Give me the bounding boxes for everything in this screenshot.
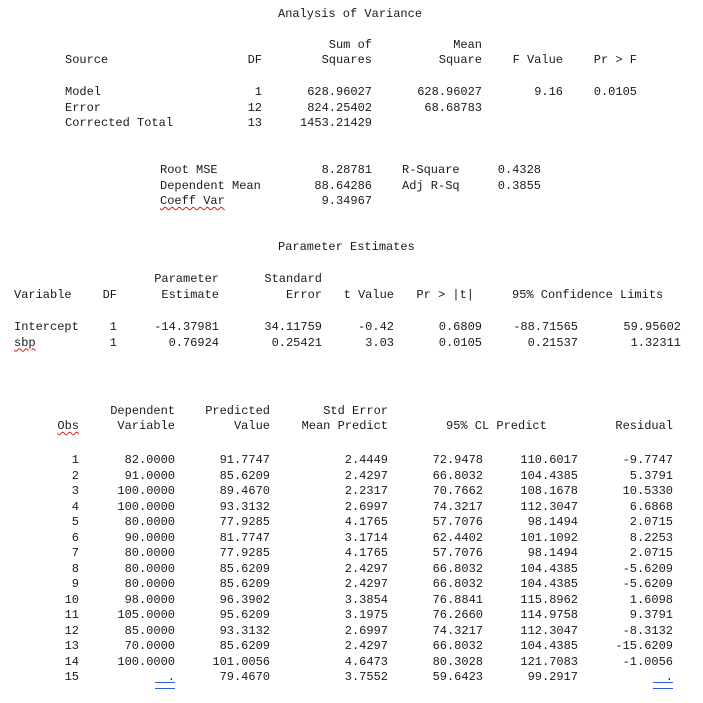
output-resid: -9.7747: [622, 453, 673, 467]
output-ucl: 114.9758: [520, 608, 578, 622]
output-lcl: 59.6423: [432, 670, 483, 684]
anova-title: Analysis of Variance: [278, 7, 423, 21]
anova-header-ms: Square: [438, 53, 482, 67]
output-header-cl: 95% CL Predict: [446, 419, 547, 433]
output-obs: 14: [64, 654, 79, 669]
fit-label: Dependent Mean: [160, 178, 261, 193]
output-ucl: 121.7083: [520, 654, 578, 669]
output-dep: 100.0000: [117, 654, 175, 669]
output-se: 4.1765: [344, 515, 388, 529]
output-dep: 100.0000: [117, 484, 175, 498]
output-obs: 10: [64, 592, 79, 607]
output-lcl: 66.8032: [432, 639, 483, 653]
output-resid: 2.0715: [629, 546, 673, 560]
anova-ms: 628.96027: [417, 85, 482, 99]
output-obs: 1: [71, 453, 79, 467]
params-header-p: Pr > |t|: [416, 288, 474, 302]
output-dep: 98.0000: [124, 592, 175, 607]
fit-label2: R-Square: [402, 163, 460, 177]
fit-value2: 0.4328: [497, 163, 541, 177]
output-se: 3.7552: [344, 670, 388, 684]
output-lcl: 74.3217: [432, 499, 483, 514]
params-est: -14.37981: [154, 320, 219, 334]
output-pred: 85.6209: [219, 468, 270, 483]
params-ucl: 59.95602: [623, 320, 681, 334]
params-df: 1: [109, 335, 117, 350]
output-se: 2.6997: [344, 623, 388, 638]
output-pred: 79.4670: [219, 670, 270, 684]
output-resid: 9.3791: [629, 608, 673, 622]
output-pred: 85.6209: [219, 639, 270, 653]
output-ucl: 115.8962: [520, 592, 578, 607]
output-header-pred: Value: [233, 419, 270, 433]
anova-source: Corrected Total: [65, 116, 174, 130]
output-se: 2.4297: [344, 639, 388, 653]
anova-header-source: Source: [65, 53, 109, 67]
anova-df: 13: [247, 116, 262, 130]
params-t: -0.42: [357, 320, 394, 334]
output-obs: 8: [71, 561, 79, 576]
fit-value: 8.28781: [321, 163, 372, 177]
output-lcl: 80.3028: [432, 654, 483, 669]
params-header-t: t Value: [343, 288, 394, 302]
params-t: 3.03: [365, 335, 394, 350]
fit-value: 9.34967: [321, 194, 372, 208]
output-resid: 10.5330: [622, 484, 673, 498]
anova-header-p: Pr > F: [593, 53, 637, 67]
params-variable-label: sbp: [14, 335, 36, 350]
params-ucl: 1.32311: [630, 335, 681, 350]
params-header-cl: 95% Confidence Limits: [512, 288, 664, 302]
anova-header-f: F Value: [512, 53, 563, 67]
output-dep: 80.0000: [124, 577, 175, 591]
output-dep: 70.0000: [124, 639, 175, 653]
output-lcl: 66.8032: [432, 577, 483, 591]
output-resid: 6.6868: [629, 499, 673, 514]
output-se: 4.1765: [344, 546, 388, 560]
output-header-se: Mean Predict: [301, 419, 388, 433]
output-resid: -15.6209: [615, 639, 673, 653]
output-obs: 7: [71, 546, 79, 560]
output-ucl: 104.4385: [520, 639, 578, 653]
output-obs: 9: [71, 577, 79, 591]
params-se: 34.11759: [264, 320, 322, 334]
output-pred: 77.9285: [219, 515, 270, 529]
output-resid: -5.6209: [622, 577, 673, 591]
output-resid: -8.3132: [622, 623, 673, 638]
output-header-pred-top: Predicted: [205, 404, 270, 418]
output-dep: 80.0000: [124, 515, 175, 529]
output-se: 3.3854: [344, 592, 388, 607]
output-dep: 100.0000: [117, 499, 175, 514]
output-header-obs: [57, 419, 79, 434]
fit-label2: Adj R-Sq: [402, 178, 460, 193]
fit-value: 88.64286: [314, 178, 372, 193]
fit-label-label: Coeff Var: [160, 194, 225, 208]
params-p: 0.6809: [438, 320, 482, 334]
anova-p: 0.0105: [593, 85, 637, 99]
params-lcl: 0.21537: [527, 335, 578, 350]
output-se: 2.4449: [344, 453, 388, 467]
params-title: Parameter Estimates: [278, 240, 415, 254]
output-resid: .: [666, 670, 673, 685]
output-ucl: 112.3047: [520, 499, 578, 514]
params-est: 0.76924: [168, 335, 219, 350]
output-lcl: 70.7662: [432, 484, 483, 498]
anova-source: Error: [65, 100, 102, 115]
output-dep: 105.0000: [117, 608, 175, 622]
output-se: 2.4297: [344, 468, 388, 483]
output-ucl: 98.1494: [527, 515, 578, 529]
output-se: 4.6473: [344, 654, 388, 669]
output-pred: 91.7747: [219, 453, 270, 467]
anova-ss: 1453.21429: [299, 116, 372, 130]
fit-value2: 0.3855: [497, 178, 541, 193]
output-obs: 15: [64, 670, 79, 684]
output-se: 3.1714: [344, 530, 388, 545]
output-se: 2.2317: [344, 484, 388, 498]
output-lcl: 66.8032: [432, 468, 483, 483]
output-pred: 81.7747: [219, 530, 270, 545]
output-resid: -5.6209: [622, 561, 673, 576]
output-dep: .: [168, 670, 175, 685]
output-dep: 80.0000: [124, 561, 175, 576]
output-ucl: 110.6017: [520, 453, 578, 467]
params-header-variable: Variable: [14, 288, 72, 302]
output-obs: 3: [71, 484, 79, 498]
fit-label: Root MSE: [160, 163, 218, 177]
anova-df: 1: [254, 85, 262, 99]
output-header-se-top: Std Error: [323, 404, 388, 418]
output-se: 2.4297: [344, 577, 388, 591]
params-p: 0.0105: [438, 335, 482, 350]
params-variable: Intercept: [14, 320, 79, 334]
output-obs: 2: [71, 468, 79, 483]
output-header-obs-label: Obs: [57, 419, 79, 433]
fit-label: [160, 194, 225, 209]
anova-ss: 628.96027: [307, 85, 372, 99]
output-ucl: 112.3047: [520, 623, 578, 638]
output-obs: 11: [64, 608, 79, 622]
params-se: 0.25421: [271, 335, 322, 350]
output-lcl: 57.7076: [432, 546, 483, 560]
output-pred: 101.0056: [212, 654, 270, 669]
anova-ms: 68.68783: [424, 100, 482, 115]
anova-f: 9.16: [534, 85, 563, 99]
output-resid: 8.2253: [629, 530, 673, 545]
params-header-se: Error: [285, 288, 322, 302]
output-ucl: 99.2917: [527, 670, 578, 684]
output-dep: 80.0000: [124, 546, 175, 560]
params-lcl: -88.71565: [513, 320, 578, 334]
output-lcl: 72.9478: [432, 453, 483, 467]
output-pred: 89.4670: [219, 484, 270, 498]
output-pred: 95.6209: [219, 608, 270, 622]
output-lcl: 74.3217: [432, 623, 483, 638]
params-df: 1: [109, 320, 117, 334]
anova-header-df: DF: [247, 53, 262, 67]
output-header-dep: Variable: [117, 419, 175, 433]
output-pred: 85.6209: [219, 577, 270, 591]
output-resid: 2.0715: [629, 515, 673, 529]
output-header-dep-top: Dependent: [110, 404, 175, 418]
output-ucl: 104.4385: [520, 561, 578, 576]
params-header-df: DF: [102, 288, 117, 302]
output-se: 2.4297: [344, 561, 388, 576]
output-lcl: 57.7076: [432, 515, 483, 529]
output-obs: 13: [64, 639, 79, 653]
output-se: 2.6997: [344, 499, 388, 514]
output-obs: 6: [71, 530, 79, 545]
anova-source: Model: [65, 85, 102, 99]
output-ucl: 108.1678: [520, 484, 578, 498]
output-ucl: 101.1092: [520, 530, 578, 545]
output-dep: 82.0000: [124, 453, 175, 467]
output-lcl: 62.4402: [432, 530, 483, 545]
output-obs: 5: [71, 515, 79, 529]
output-obs: 12: [64, 623, 79, 638]
params-variable: [14, 336, 36, 351]
grammar-underline-icon: [155, 682, 175, 689]
output-lcl: 76.8841: [432, 592, 483, 607]
output-ucl: 104.4385: [520, 468, 578, 483]
anova-ss: 824.25402: [307, 100, 372, 115]
output-resid: 5.3791: [629, 468, 673, 483]
grammar-underline-icon: [653, 682, 673, 689]
output-lcl: 66.8032: [432, 561, 483, 576]
output-dep: 91.0000: [124, 468, 175, 483]
output-dep: 90.0000: [124, 530, 175, 545]
output-lcl: 76.2660: [432, 608, 483, 622]
output-resid: 1.6098: [629, 592, 673, 607]
anova-header-ms-top: Mean: [453, 38, 482, 52]
params-header-est: Estimate: [161, 288, 219, 302]
output-ucl: 98.1494: [527, 546, 578, 560]
output-pred: 93.3132: [219, 623, 270, 638]
output-pred: 85.6209: [219, 561, 270, 576]
output-obs: 4: [71, 499, 79, 514]
params-header-se-top: Standard: [264, 272, 322, 286]
output-se: 3.1975: [344, 608, 388, 622]
output-dep: 85.0000: [124, 623, 175, 638]
anova-header-ss-top: Sum of: [328, 38, 372, 52]
anova-header-ss: Squares: [321, 53, 372, 67]
anova-df: 12: [247, 100, 262, 115]
output-pred: 77.9285: [219, 546, 270, 560]
output-ucl: 104.4385: [520, 577, 578, 591]
output-header-resid: Residual: [615, 419, 673, 433]
output-pred: 93.3132: [219, 499, 270, 514]
output-pred: 96.3902: [219, 592, 270, 607]
params-header-est-top: Parameter: [154, 272, 219, 286]
output-resid: -1.0056: [622, 654, 673, 669]
